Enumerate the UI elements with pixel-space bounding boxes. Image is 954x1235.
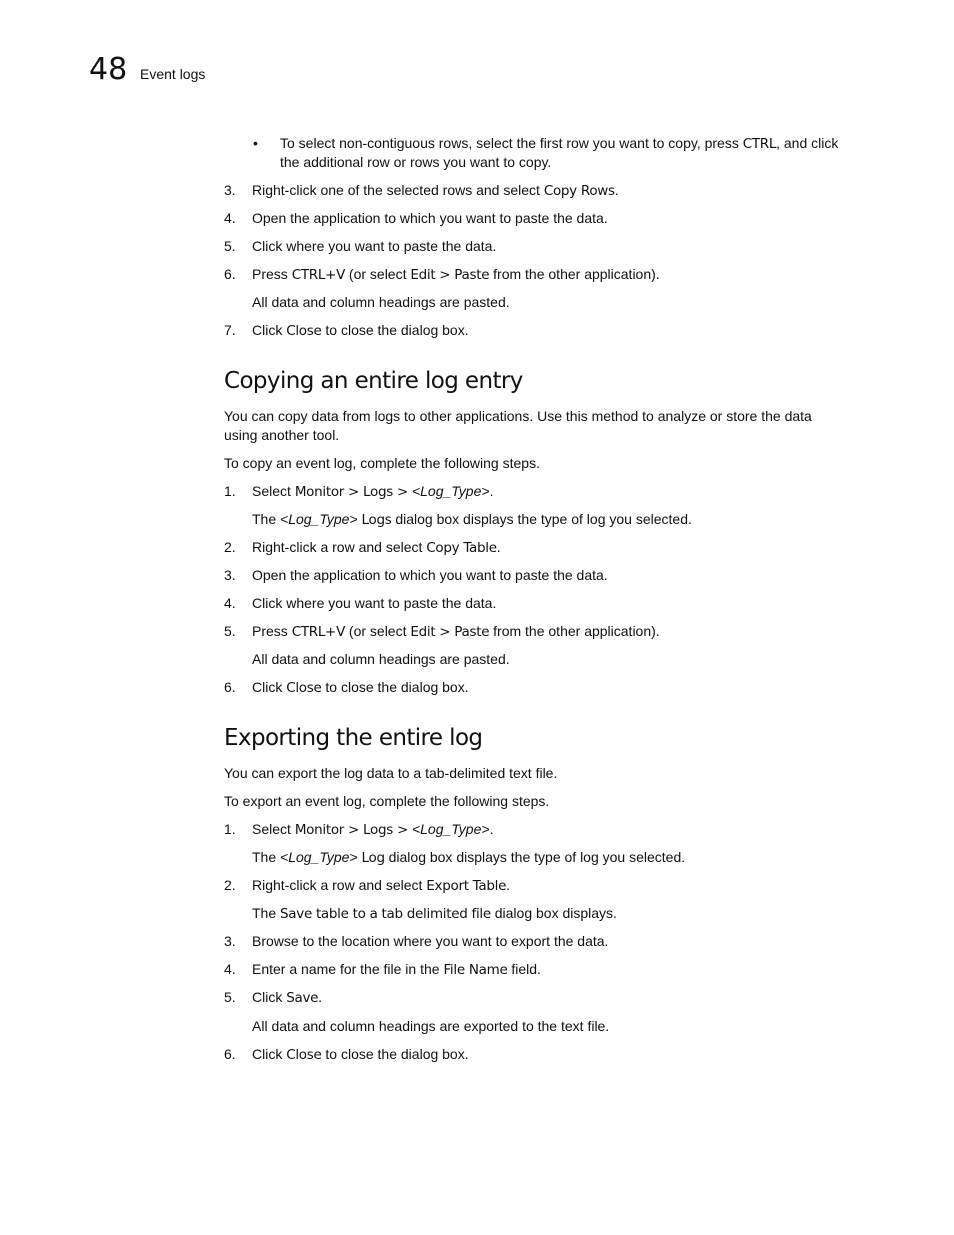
section2-step-4: Enter a name for the file in the File Name field. xyxy=(252,961,541,978)
section1-step-2: Right-click a row and select Copy Table. xyxy=(252,539,501,556)
section1-step-1-note: The <Log_Type> Logs dialog box displays the type of log you selected. xyxy=(252,511,692,528)
step-number: 3. xyxy=(224,182,236,198)
section1-step-5-note: All data and column headings are pasted. xyxy=(252,651,510,667)
section2-para2: To export an event log, complete the following steps. xyxy=(224,793,550,809)
step-number: 2. xyxy=(224,877,236,893)
step-number: 5. xyxy=(224,238,236,254)
bullet-marker: • xyxy=(253,135,258,151)
section1-step-3: Open the application to which you want to paste the data. xyxy=(252,567,608,583)
step-number: 6. xyxy=(224,679,236,695)
step-number: 6. xyxy=(224,266,236,282)
step-number: 4. xyxy=(224,961,236,977)
section2-step-1-note: The <Log_Type> Log dialog box displays the type of log you selected. xyxy=(252,849,686,866)
section2-step-6: Click Close to close the dialog box. xyxy=(252,1046,469,1063)
section-heading-copying: Copying an entire log entry xyxy=(224,368,523,394)
intro-step-5: Click where you want to paste the data. xyxy=(252,238,497,254)
section1-para2: To copy an event log, complete the following steps. xyxy=(224,455,540,471)
step-number: 4. xyxy=(224,210,236,226)
chapter-title: Event logs xyxy=(140,66,206,82)
bullet-line-1: To select non-contiguous rows, select the first row you want to copy, press CTRL, and click xyxy=(280,135,839,152)
section2-step-2: Right-click a row and select Export Table. xyxy=(252,877,510,894)
section1-step-1: Select Monitor > Logs > <Log_Type>. xyxy=(252,483,494,500)
step-number: 5. xyxy=(224,623,236,639)
step-number: 5. xyxy=(224,989,236,1005)
intro-step-6: Press CTRL+V (or select Edit > Paste from the other application). xyxy=(252,266,660,283)
step-number: 4. xyxy=(224,595,236,611)
intro-step-3: Right-click one of the selected rows and select Copy Rows. xyxy=(252,182,619,199)
step-number: 1. xyxy=(224,483,236,499)
section2-step-1: Select Monitor > Logs > <Log_Type>. xyxy=(252,821,494,838)
section1-para1-line1: You can copy data from logs to other applications. Use this method to analyze or store the data xyxy=(224,408,812,424)
section1-step-4: Click where you want to paste the data. xyxy=(252,595,497,611)
step-number: 6. xyxy=(224,1046,236,1062)
intro-step-7: Click Close to close the dialog box. xyxy=(252,322,469,339)
section-heading-exporting: Exporting the entire log xyxy=(224,725,483,751)
bullet-line-2: the additional row or rows you want to copy. xyxy=(280,154,552,170)
section1-para1-line2: using another tool. xyxy=(224,427,340,443)
section1-step-6: Click Close to close the dialog box. xyxy=(252,679,469,696)
step-number: 3. xyxy=(224,933,236,949)
chapter-number: 48 xyxy=(89,52,128,87)
intro-note: All data and column headings are pasted. xyxy=(252,294,510,310)
step-number: 3. xyxy=(224,567,236,583)
step-number: 7. xyxy=(224,322,236,338)
section2-step-2-note: The Save table to a tab delimited file dialog box displays. xyxy=(252,905,617,922)
section2-step-5: Click Save. xyxy=(252,989,323,1006)
section2-step-5-note: All data and column headings are exported to the text file. xyxy=(252,1018,610,1034)
section1-step-5: Press CTRL+V (or select Edit > Paste from the other application). xyxy=(252,623,660,640)
intro-step-4: Open the application to which you want to paste the data. xyxy=(252,210,608,226)
section2-step-3: Browse to the location where you want to export the data. xyxy=(252,933,609,949)
step-number: 1. xyxy=(224,821,236,837)
section2-para1: You can export the log data to a tab-delimited text file. xyxy=(224,765,558,781)
step-number: 2. xyxy=(224,539,236,555)
